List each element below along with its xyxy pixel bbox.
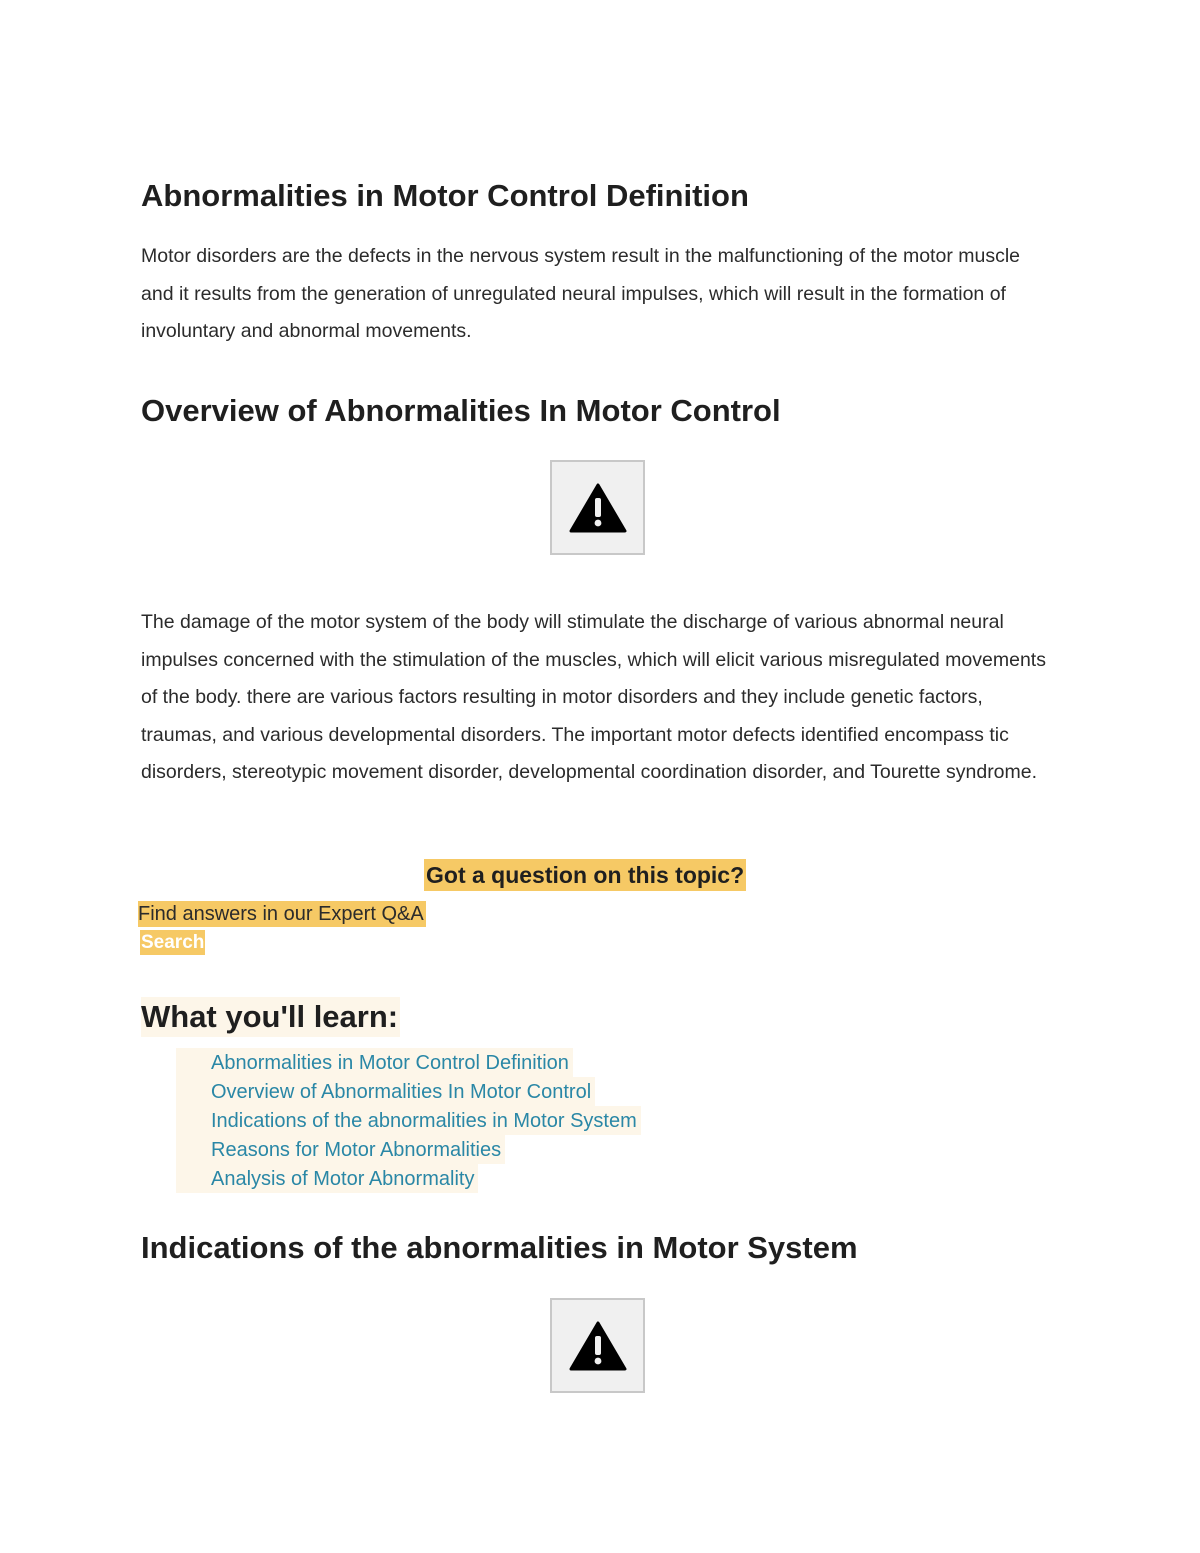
- broken-image-placeholder: [550, 460, 645, 555]
- section-heading-indications: Indications of the abnormalities in Motor System: [141, 1230, 858, 1265]
- search-button[interactable]: Search: [141, 932, 205, 953]
- overview-paragraph: The damage of the motor system of the body will stimulate the discharge of various abnormal neural impulses concerned with the stimulation of the muscles, which will elicit various misregulated movements of the body. there are various factors resulting in motor disorders and they include genetic factors, traumas, and various developmental disorders. The important motor defects identified encompass tic disorders, stereotypic movement disorder, developmental coordination disorder, and Tourette syndrome.: [141, 611, 1046, 783]
- broken-image-placeholder: [550, 1298, 645, 1393]
- toc-link-analysis[interactable]: Analysis of Motor Abnormality: [211, 1167, 475, 1190]
- section-heading-overview: Overview of Abnormalities In Motor Control: [141, 393, 781, 428]
- toc-link-reasons[interactable]: Reasons for Motor Abnormalities: [211, 1138, 502, 1161]
- toc-item: [176, 1048, 573, 1077]
- toc-link-overview[interactable]: Overview of Abnormalities In Motor Control: [211, 1080, 592, 1103]
- toc-item: [176, 1106, 641, 1135]
- warning-icon: [569, 483, 627, 533]
- section-heading-definition: Abnormalities in Motor Control Definition: [141, 178, 749, 213]
- toc-item: [176, 1135, 505, 1164]
- toc-link-definition[interactable]: Abnormalities in Motor Control Definition: [211, 1051, 569, 1074]
- toc-item: [176, 1077, 595, 1106]
- table-of-contents: [176, 1048, 641, 1193]
- cta-title: Got a question on this topic?: [424, 859, 746, 891]
- cta-subtitle: Find answers in our Expert Q&A: [138, 903, 424, 925]
- toc-link-indications[interactable]: Indications of the abnormalities in Motor System: [211, 1109, 637, 1132]
- toc-item: [176, 1164, 478, 1193]
- learn-title: What you'll learn:: [141, 997, 400, 1037]
- definition-paragraph: Motor disorders are the defects in the nervous system result in the malfunctioning of the motor muscle and it results from the generation of unregulated neural impulses, which will result in the formation of involuntary and abnormal movements.: [141, 245, 1020, 342]
- warning-icon: [569, 1321, 627, 1371]
